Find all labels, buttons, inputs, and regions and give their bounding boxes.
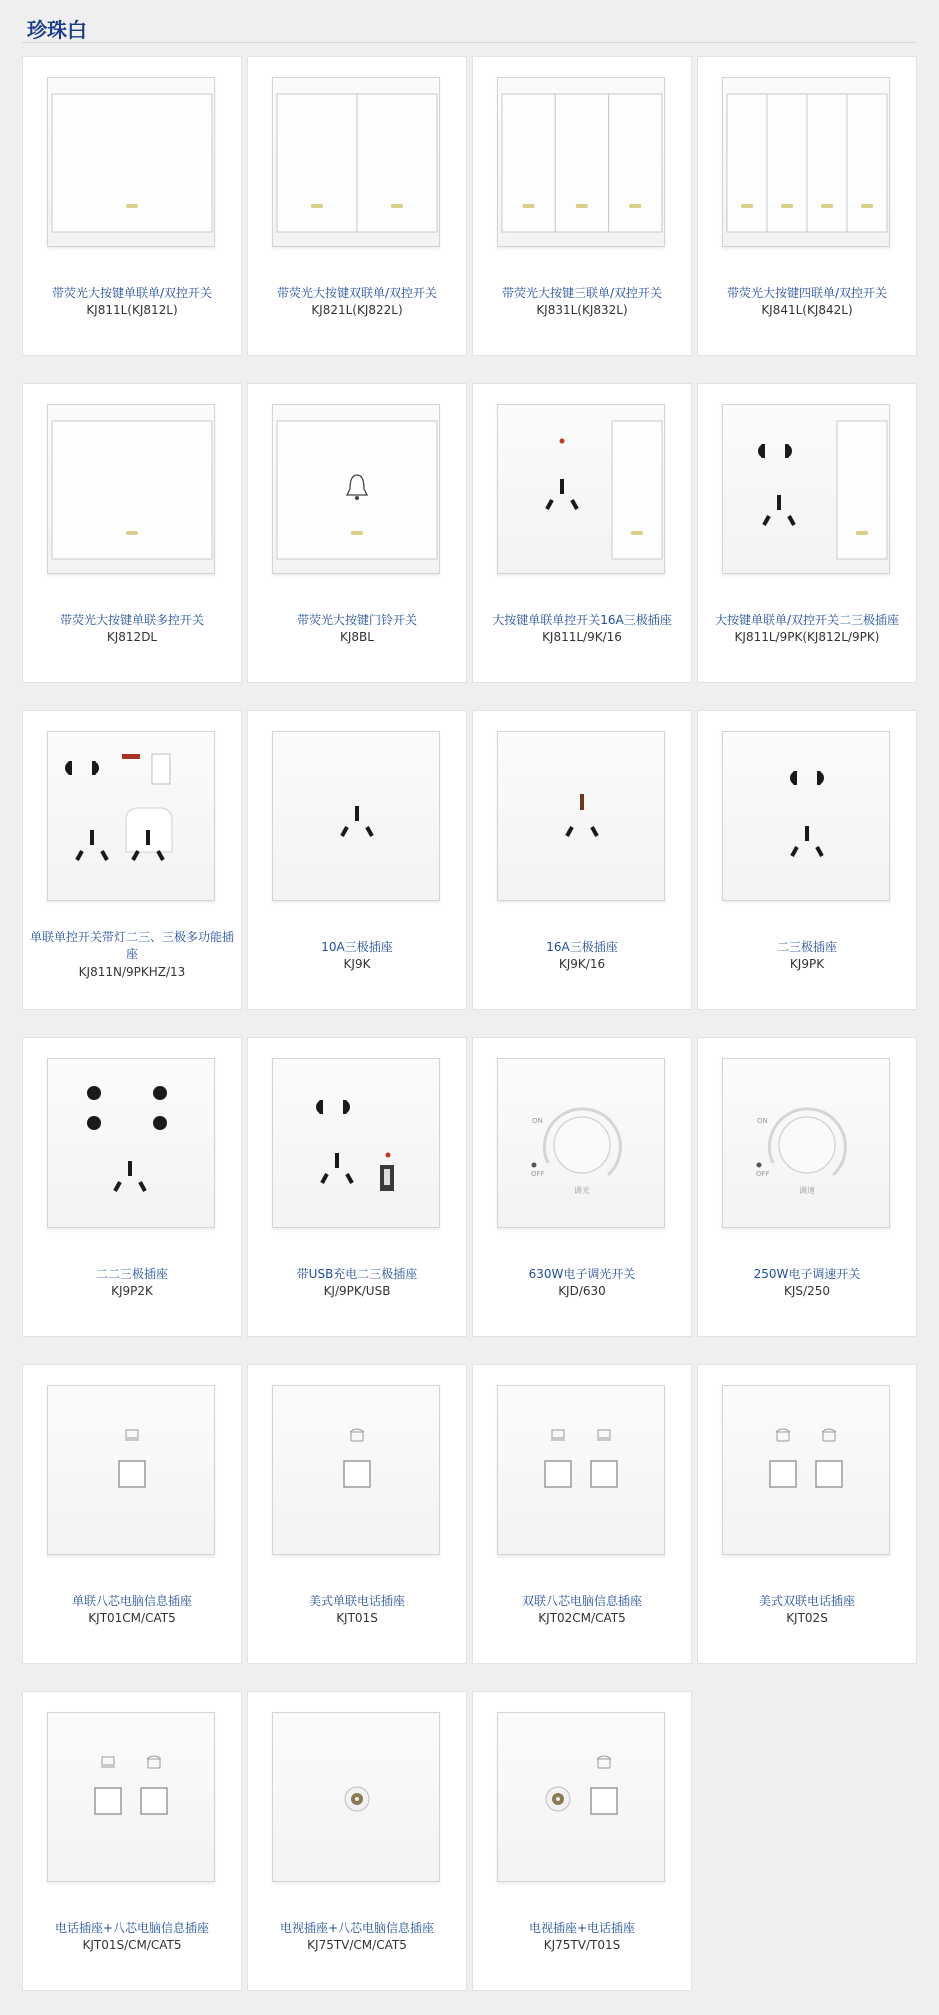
product-card[interactable] (697, 1364, 917, 1664)
product-model: KJ8BL (340, 630, 374, 644)
tv-port-pin (355, 1797, 359, 1801)
product-name-link[interactable]: 大按键单联单控开关16A三极插座 (492, 613, 672, 627)
indicator-light (391, 204, 403, 208)
rj45-port (141, 1788, 167, 1814)
rocker-key (52, 421, 212, 559)
product-image[interactable] (722, 1058, 890, 1228)
switch-4gang-icon (723, 78, 891, 248)
data-1-icon (48, 1386, 216, 1556)
pin-half (758, 444, 765, 458)
product-card[interactable] (472, 1364, 692, 1664)
product-model: KJS/250 (784, 1284, 830, 1298)
product-name-link[interactable]: 带荧光大按键双联单/双控开关 (276, 286, 438, 300)
pin-slot (592, 827, 597, 836)
pin-slot-earth (580, 794, 584, 810)
phone-icon (777, 1432, 789, 1441)
indicator-light (126, 531, 138, 535)
product-model: KJ811N/9PKHZ/13 (78, 965, 186, 979)
product-card[interactable] (472, 383, 692, 683)
indicator-light (861, 204, 873, 208)
product-model: KJ811L/9K/16 (542, 630, 622, 644)
rj45-port (545, 1461, 571, 1487)
rocker-key (767, 94, 807, 232)
product-model: KJ75TV/CM/CAT5 (307, 1938, 407, 1952)
dial-off-dot (757, 1163, 762, 1168)
pin-slot (77, 851, 82, 860)
product-model: KJD/630 (558, 1284, 606, 1298)
doorbell-switch-icon (273, 405, 441, 575)
power-indicator (560, 439, 565, 444)
product-name-link[interactable]: 单联单控开关带灯二三、三极多功能插座 (29, 930, 234, 961)
product-model: KJ75TV/T01S (543, 1938, 621, 1952)
pin-half (343, 1100, 350, 1114)
product-image[interactable] (722, 731, 890, 901)
product-card[interactable] (22, 56, 242, 356)
product-name-link[interactable]: 带荧光大按键单联多控开关 (59, 613, 204, 627)
rocker-key (555, 94, 608, 232)
product-image[interactable] (47, 1385, 215, 1555)
product-image[interactable] (272, 77, 440, 247)
dial-function-label: 调速 (799, 1186, 815, 1195)
product-model: KJ811L(KJ812L) (86, 303, 178, 317)
rocker-key (727, 94, 767, 232)
product-image[interactable] (497, 404, 665, 574)
product-model: KJ811L/9PK(KJ812L/9PK) (734, 630, 880, 644)
product-name-link[interactable]: 电视插座+电话插座 (528, 1921, 636, 1935)
pin-slot-earth (335, 1153, 339, 1168)
product-name-link[interactable]: 美式双联电话插座 (758, 1594, 855, 1608)
pin-slot (792, 847, 797, 856)
title-divider (22, 42, 917, 43)
pin-half (316, 1100, 323, 1114)
dimmer-icon (498, 1059, 666, 1229)
product-image[interactable] (272, 404, 440, 574)
switch-1gang-icon (48, 405, 216, 575)
pin-slot-earth (146, 830, 150, 845)
product-name-link[interactable]: 630W电子调光开关 (528, 1267, 636, 1281)
speed-dimmer-icon (723, 1059, 891, 1229)
phone-2-icon (723, 1386, 891, 1556)
phone-icon (351, 1432, 363, 1441)
rocker-key (277, 421, 437, 559)
indicator-light (631, 531, 643, 535)
product-name-link[interactable]: 带荧光大按键三联单/双控开关 (501, 286, 663, 300)
product-model: KJT01S/CM/CAT5 (82, 1938, 182, 1952)
pin-slot-earth (560, 479, 564, 494)
product-card[interactable] (472, 56, 692, 356)
product-model: KJT01CM/CAT5 (88, 1611, 176, 1625)
product-card[interactable] (22, 1037, 242, 1337)
product-name-link[interactable]: 单联八芯电脑信息插座 (71, 1594, 192, 1608)
tv-phone-icon (498, 1713, 666, 1883)
pin-slot-earth (805, 826, 809, 841)
rocker-key (837, 421, 887, 559)
product-name-link[interactable]: 二二三极插座 (95, 1267, 168, 1281)
phone-data-icon (48, 1713, 216, 1883)
rocker-key (609, 94, 662, 232)
product-image[interactable] (47, 731, 215, 901)
product-name-link[interactable]: 二三极插座 (776, 940, 837, 954)
indicator-light (311, 204, 323, 208)
indicator-light (351, 531, 363, 535)
product-name-link[interactable]: 电视插座+八芯电脑信息插座 (279, 1921, 435, 1935)
pin-slot (789, 516, 794, 525)
rj45-port (770, 1461, 796, 1487)
dimmer-knob (554, 1117, 610, 1173)
product-card[interactable] (247, 1037, 467, 1337)
indicator-light (821, 204, 833, 208)
product-name-link[interactable]: 带荧光大按键四联单/双控开关 (726, 286, 888, 300)
usb-port-tongue (384, 1169, 390, 1185)
product-image[interactable] (722, 404, 890, 574)
product-card[interactable] (247, 1364, 467, 1664)
product-name-link[interactable]: 双联八芯电脑信息插座 (521, 1594, 642, 1608)
product-model: KJT01S (336, 1611, 378, 1625)
phone-icon (823, 1432, 835, 1441)
rj45-port (816, 1461, 842, 1487)
pin-round (153, 1086, 167, 1100)
indicator-light (741, 204, 753, 208)
product-model: KJ/9PK/USB (323, 1284, 391, 1298)
product-card[interactable] (472, 1691, 692, 1991)
pin-round (87, 1086, 101, 1100)
rocker-key (807, 94, 847, 232)
pin-slot (102, 851, 107, 860)
phone-icon (598, 1759, 610, 1768)
product-model: KJT02CM/CAT5 (538, 1611, 626, 1625)
socket-2-2-3pin-icon (48, 1059, 216, 1229)
switch-socket-3pin-icon (498, 405, 666, 575)
product-model: KJT02S (786, 1611, 828, 1625)
rocker-key (847, 94, 887, 232)
phone-icon (148, 1759, 160, 1768)
indicator-light (629, 204, 641, 208)
dial-function-label: 调光 (574, 1186, 590, 1195)
rj45-port (95, 1788, 121, 1814)
data-2-icon (498, 1386, 666, 1556)
pin-slot (322, 1174, 327, 1183)
product-image[interactable] (272, 1385, 440, 1555)
rocker-key (357, 94, 437, 232)
product-card[interactable] (247, 383, 467, 683)
pin-slot (572, 500, 577, 509)
product-name-link[interactable]: 带USB充电二三极插座 (296, 1267, 418, 1281)
product-image[interactable] (47, 1058, 215, 1228)
product-image[interactable] (272, 731, 440, 901)
pin-half (785, 444, 792, 458)
product-model: KJ9PK (789, 957, 825, 971)
rocker-key (502, 94, 555, 232)
product-name-link[interactable]: 大按键单联单/双控开关二三极插座 (714, 613, 900, 627)
rj45-port (591, 1461, 617, 1487)
socket-3pin-icon (273, 732, 441, 902)
computer-icon (598, 1430, 610, 1438)
product-image[interactable] (47, 404, 215, 574)
product-image[interactable] (722, 1385, 890, 1555)
product-model: KJ812DL (106, 630, 158, 644)
rj45-port (591, 1788, 617, 1814)
small-rocker (152, 754, 170, 784)
switch-indicator (122, 754, 140, 759)
pin-half (92, 761, 99, 775)
pin-slot (547, 500, 552, 509)
product-name-link[interactable]: 250W电子调速开关 (753, 1267, 861, 1281)
product-image[interactable] (47, 77, 215, 247)
pin-half (65, 761, 72, 775)
rj45-port (344, 1461, 370, 1487)
indicator-light (856, 531, 868, 535)
product-image[interactable] (497, 1712, 665, 1882)
product-card[interactable] (697, 1037, 917, 1337)
socket-2-3pin-icon (723, 732, 891, 902)
tv-port-pin (556, 1797, 560, 1801)
pin-slot-earth (90, 830, 94, 845)
rocker-key (52, 94, 212, 232)
usb-indicator (386, 1153, 391, 1158)
switch-1gang-icon (48, 78, 216, 248)
product-name-link[interactable]: 带荧光大按键单联单/双控开关 (51, 286, 213, 300)
computer-icon (552, 1430, 564, 1438)
pin-half (790, 771, 797, 785)
indicator-light (781, 204, 793, 208)
pin-round (153, 1116, 167, 1130)
product-name-link[interactable]: 10A三极插座 (321, 940, 393, 954)
pin-slot (140, 1182, 145, 1191)
pin-slot (567, 827, 572, 836)
product-name-link[interactable]: 带荧光大按键门铃开关 (296, 613, 417, 627)
product-image[interactable] (497, 77, 665, 247)
product-image[interactable] (722, 77, 890, 247)
product-image[interactable] (272, 1712, 440, 1882)
dimmer-knob (779, 1117, 835, 1173)
product-model: KJ831L(KJ832L) (536, 303, 628, 317)
product-image[interactable] (497, 1385, 665, 1555)
pin-slot-earth (355, 806, 359, 821)
dial-off-label: OFF (756, 1170, 770, 1178)
product-image[interactable] (47, 1712, 215, 1882)
product-card[interactable] (247, 56, 467, 356)
product-card[interactable] (247, 1691, 467, 1991)
product-image[interactable] (497, 731, 665, 901)
switch-socket-2-3pin-icon (723, 405, 891, 575)
multi-socket-icon (48, 732, 216, 902)
indicator-light (126, 204, 138, 208)
product-model: KJ841L(KJ842L) (761, 303, 853, 317)
product-card[interactable] (472, 710, 692, 1010)
product-name-link[interactable]: 16A三极插座 (546, 940, 618, 954)
section-title: 珍珠白 (27, 18, 87, 42)
product-model: KJ9K (343, 957, 371, 971)
product-card[interactable] (247, 710, 467, 1010)
pin-slot (764, 516, 769, 525)
product-name-link[interactable]: 美式单联电话插座 (308, 1594, 405, 1608)
pin-slot (367, 827, 372, 836)
pin-half (817, 771, 824, 785)
socket-usb-icon (273, 1059, 441, 1229)
bell-clapper (355, 496, 359, 500)
product-image[interactable] (272, 1058, 440, 1228)
product-model: KJ9P2K (111, 1284, 153, 1298)
product-model: KJ9K/16 (558, 957, 606, 971)
product-card[interactable] (22, 383, 242, 683)
product-model: KJ821L(KJ822L) (311, 303, 403, 317)
pin-round (87, 1116, 101, 1130)
rocker-key (277, 94, 357, 232)
pin-slot (347, 1174, 352, 1183)
indicator-light (523, 204, 535, 208)
computer-icon (102, 1757, 114, 1765)
tv-data-icon (273, 1713, 441, 1883)
product-card[interactable] (472, 1037, 692, 1337)
switch-3gang-icon (498, 78, 666, 248)
pin-slot-earth (128, 1161, 132, 1176)
phone-1-icon (273, 1386, 441, 1556)
dial-on-label: ON (757, 1117, 768, 1125)
product-image[interactable] (497, 1058, 665, 1228)
pin-slot-earth (777, 495, 781, 510)
switch-2gang-icon (273, 78, 441, 248)
product-card[interactable] (697, 56, 917, 356)
socket-3pin-16-icon (498, 732, 666, 902)
dial-off-label: OFF (531, 1170, 545, 1178)
product-card[interactable] (22, 1364, 242, 1664)
product-card[interactable] (697, 383, 917, 683)
product-card[interactable] (697, 710, 917, 1010)
dial-on-label: ON (532, 1117, 543, 1125)
product-card[interactable] (22, 710, 242, 1010)
pin-slot (342, 827, 347, 836)
pin-slot (115, 1182, 120, 1191)
pin-slot (817, 847, 822, 856)
product-name-link[interactable]: 电话插座+八芯电脑信息插座 (54, 1921, 210, 1935)
product-card[interactable] (22, 1691, 242, 1991)
rj45-port (119, 1461, 145, 1487)
indicator-light (576, 204, 588, 208)
dial-off-dot (532, 1163, 537, 1168)
rocker-key (612, 421, 662, 559)
computer-icon (126, 1430, 138, 1438)
